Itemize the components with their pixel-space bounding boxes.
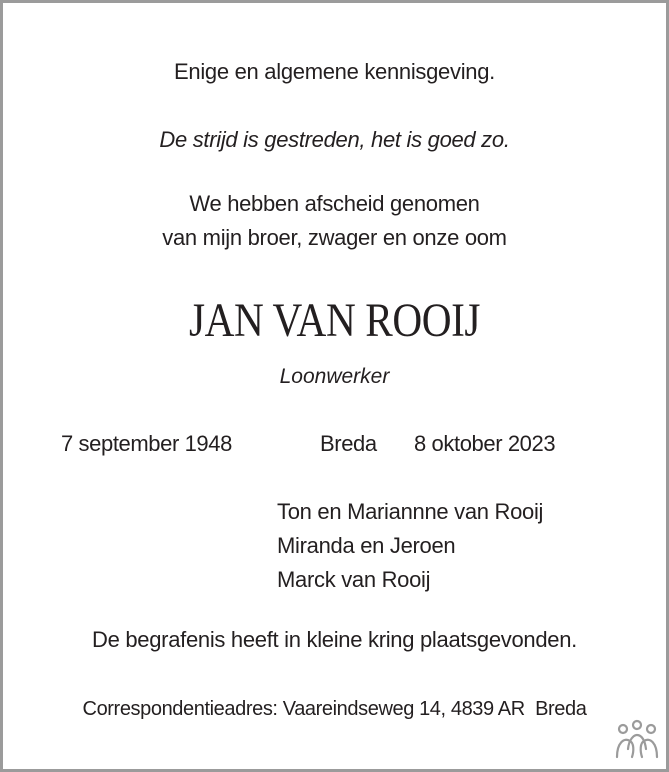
funeral-text: De begrafenis heeft in kleine kring plaatsgevonden. — [92, 627, 577, 652]
deceased-name: JAN VAN ROOIJ — [188, 294, 481, 347]
intro-line-1: We hebben afscheid genomen — [189, 191, 480, 216]
announcement-text: Enige en algemene kennisgeving. — [174, 59, 495, 84]
occupation-text: Loonwerker — [279, 365, 390, 388]
death-date: 8 oktober 2023 — [414, 431, 556, 456]
family-member: Marck van Rooij — [277, 567, 431, 592]
place-name: Breda — [320, 431, 377, 456]
people-group-icon — [614, 719, 660, 761]
intro-line-2: van mijn broer, zwager en onze oom — [162, 225, 507, 250]
family-member: Miranda en Jeroen — [277, 533, 456, 558]
family-list — [277, 495, 543, 597]
birth-date: 7 september 1948 — [61, 431, 232, 456]
family-member: Ton en Mariannne van Rooij — [277, 499, 544, 524]
quote-text: De strijd is gestreden, het is goed zo. — [159, 127, 510, 152]
correspondence-address: Correspondentieadres: Vaareindseweg 14, 4839 AR Breda — [82, 698, 587, 720]
